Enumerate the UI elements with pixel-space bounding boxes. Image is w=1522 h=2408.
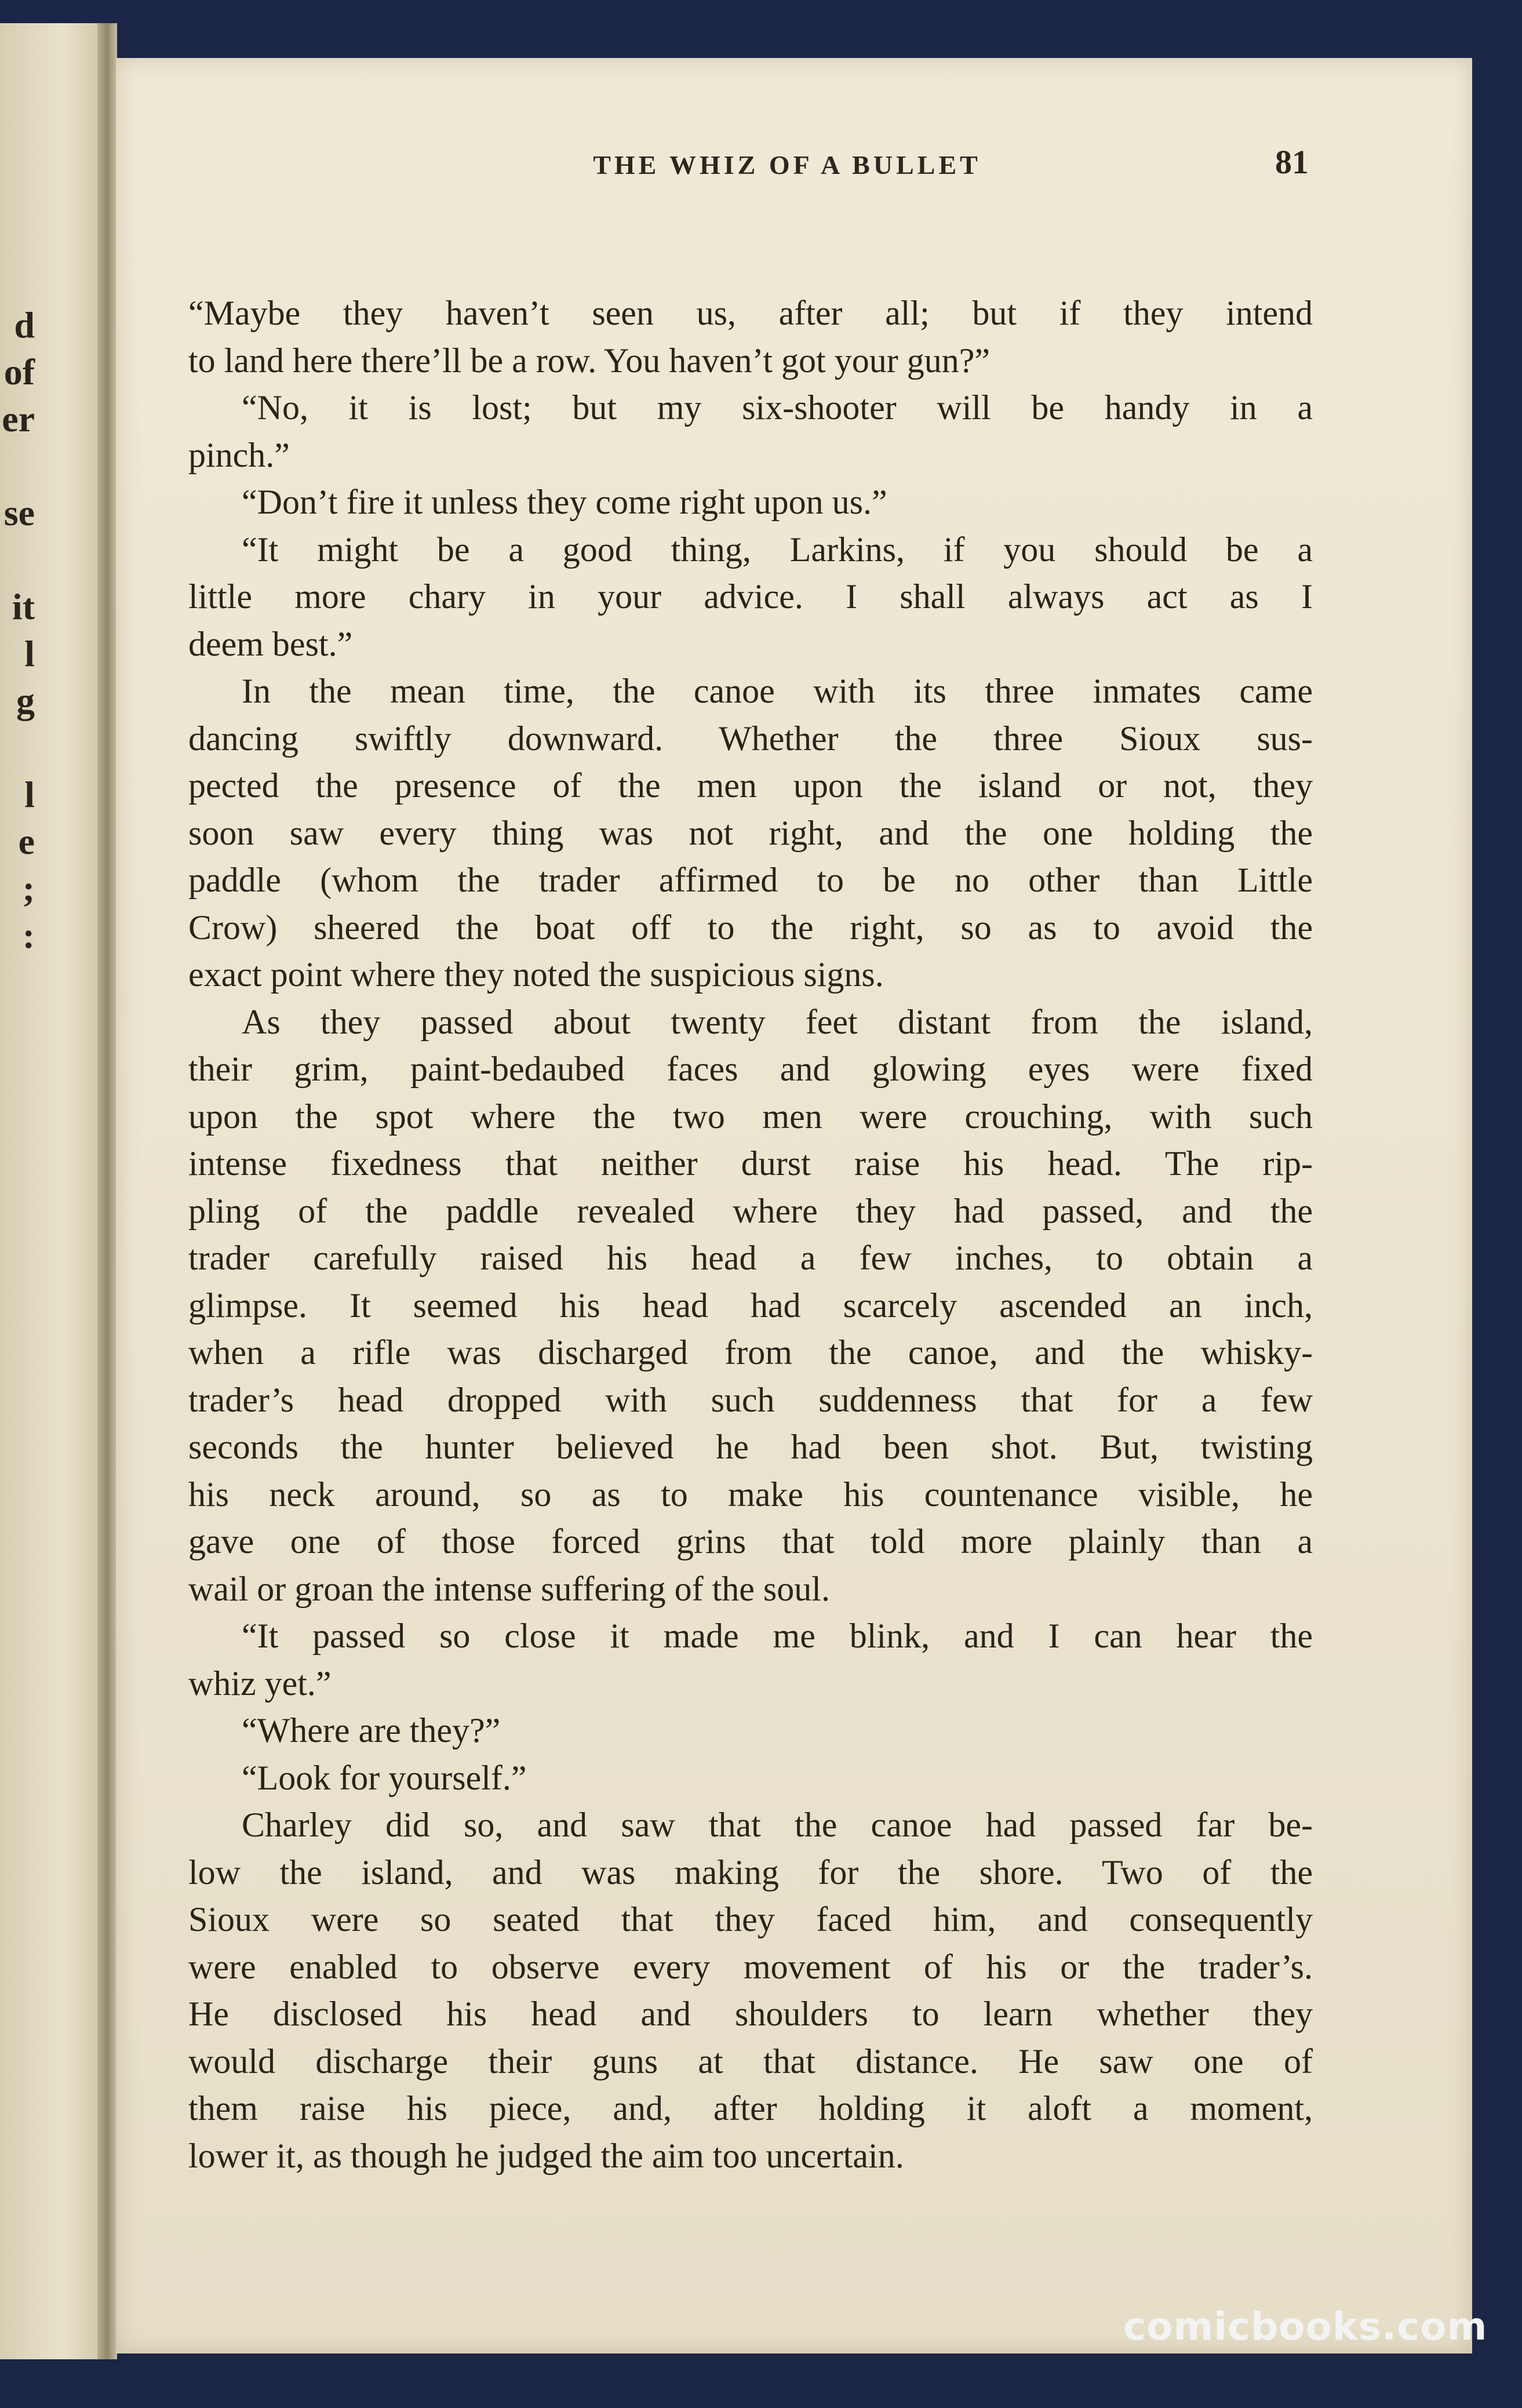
text-line: Charley did so, and saw that the canoe had passed far be- [242,1806,1313,1844]
text-line: seconds the hunter believed he had been shot. But, twisting [188,1428,1313,1466]
text-line: dancing swiftly downward. Whether the three Sioux sus- [188,719,1313,758]
fragment: of [3,351,35,392]
site-watermark: comicbooks.com [1123,2304,1488,2349]
text-line: “Maybe they haven’t seen us, after all; but if they intend [188,294,1313,332]
fragment: l [24,774,35,815]
text-line: pected the presence of the men upon the island or not, they [188,766,1313,805]
text-line: trader carefully raised his head a few inches, to obtain a [188,1239,1313,1277]
facing-page-edge [0,23,104,2359]
text-line: low the island, and was making for the shore. Two of the [188,1853,1313,1892]
text-line: lower it, as though he judged the aim too uncertain. [188,2136,904,2175]
text-line: would discharge their guns at that distance. He saw one of [188,2042,1313,2080]
text-line: pling of the paddle revealed where they had passed, and the [188,1191,1313,1230]
fragment: l [24,633,35,674]
body-text [188,290,1313,2180]
text-line: In the mean time, the canoe with its three inmates came [242,672,1313,710]
text-line: their grim, paint-bedaubed faces and glowing eyes were fixed [188,1050,1313,1088]
text-line: “It passed so close it made me blink, and I can hear the [242,1617,1313,1655]
facing-page-text-fragments [0,301,35,959]
fragment: er [2,398,35,439]
text-line: were enabled to observe every movement of his or the trader’s. [188,1947,1313,1986]
text-line: deem best.” [188,624,353,663]
fragment: it [12,586,35,627]
text-line: “No, it is lost; but my six-shooter will be handy in a [242,388,1313,427]
text-line: “Look for yourself.” [242,1758,527,1797]
text-line: “Where are they?” [242,1711,501,1749]
text-line: when a rifle was discharged from the canoe, and the whisky- [188,1333,1313,1372]
text-line: Sioux were so seated that they faced him, and consequently [188,1900,1313,1938]
fragment: d [14,304,35,345]
text-line: paddle (whom the trader affirmed to be no other than Little [188,861,1313,899]
text-line: gave one of those forced grins that told more plainly than a [188,1522,1313,1561]
running-head: THE WHIZ OF A BULLET [593,150,981,180]
fragment: se [3,492,35,533]
text-line: whiz yet.” [188,1664,332,1703]
text-line: Crow) sheered the boat off to the right, so as to avoid the [188,908,1313,947]
text-line: upon the spot where the two men were crouching, with such [188,1097,1313,1136]
text-line: his neck around, so as to make his countenance visible, he [188,1475,1313,1514]
text-line: pinch.” [188,435,290,474]
page-number: 81 [1275,143,1309,181]
text-line: them raise his piece, and, after holding it aloft a moment, [188,2089,1313,2127]
text-line: wail or groan the intense suffering of the soul. [188,1569,830,1608]
text-line: “Don’t fire it unless they come right upon us.” [242,483,887,521]
fragment: e [18,821,35,862]
text-line: As they passed about twenty feet distant from the island, [242,1002,1313,1041]
text-line: soon saw every thing was not right, and the one holding the [188,813,1313,852]
book-spine-gutter [97,23,117,2359]
text-line: little more chary in your advice. I shall always act as I [188,577,1313,616]
text-line: “It might be a good thing, Larkins, if you should be a [242,530,1313,569]
fragment: ; [22,868,35,909]
text-line: He disclosed his head and shoulders to learn whether they [188,1995,1313,2033]
text-line: trader’s head dropped with such suddenness that for a few [188,1380,1313,1419]
text-line: exact point where they noted the suspicious signs. [188,955,884,994]
fragment: : [22,915,35,956]
text-line: glimpse. It seemed his head had scarcely ascended an inch, [188,1286,1313,1325]
text-line: to land here there’ll be a row. You haven’t got your gun?” [188,341,990,380]
fragment: g [16,680,35,721]
text-line: intense fixedness that neither durst raise his head. The rip- [188,1144,1313,1183]
